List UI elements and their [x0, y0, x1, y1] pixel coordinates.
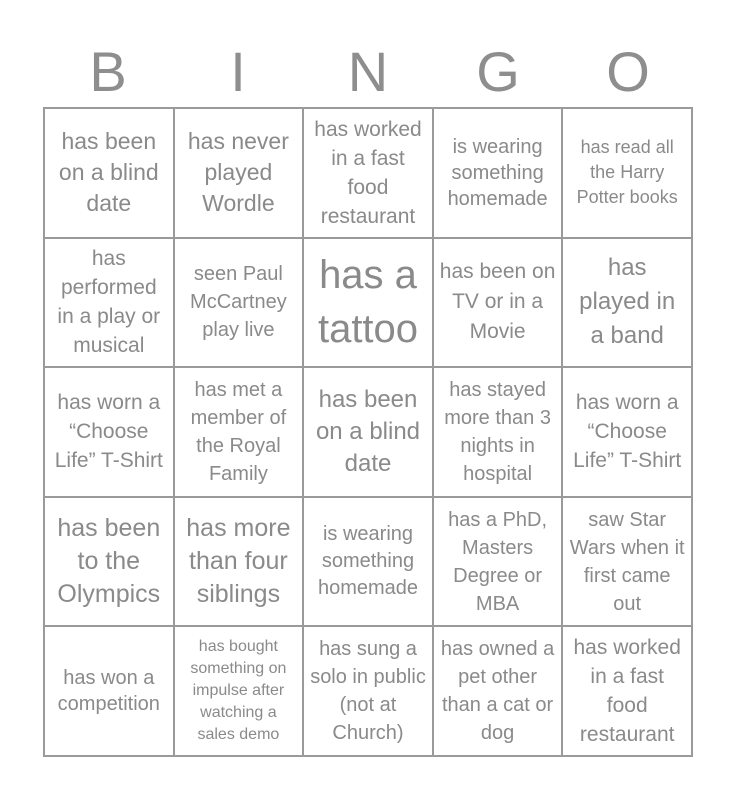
bingo-cell[interactable]	[174, 238, 304, 368]
header-letter-b: B	[89, 40, 127, 103]
cell-text: has more than four siblings	[186, 514, 291, 609]
bingo-cell[interactable]	[433, 367, 563, 497]
cell-text: is wearing something homemade	[447, 135, 548, 210]
cell-text: has worked in a fast food restaurant	[573, 636, 681, 747]
bingo-cell[interactable]	[562, 626, 692, 756]
header-letter-o: O	[606, 40, 650, 103]
bingo-cell[interactable]	[303, 238, 433, 368]
bingo-cell[interactable]	[44, 108, 174, 238]
cell-text: has never played Wordle	[187, 128, 289, 217]
cell-text: has been to the Olympics	[57, 514, 161, 609]
cell-text: saw Star Wars when it first came out	[569, 508, 685, 615]
bingo-cell[interactable]	[174, 108, 304, 238]
bingo-cell[interactable]	[433, 238, 563, 368]
bingo-cell[interactable]	[303, 626, 433, 756]
cell-text: is wearing something homemade	[317, 523, 419, 600]
bingo-cell[interactable]	[433, 497, 563, 627]
cell-text: has sung a solo in public (not at Church)	[310, 638, 426, 745]
bingo-cell[interactable]	[433, 626, 563, 756]
bingo-cell[interactable]	[44, 626, 174, 756]
bingo-cell[interactable]	[562, 238, 692, 368]
cell-text: has stayed more than 3 nights in hospital	[444, 378, 551, 485]
cell-text: has met a member of the Royal Family	[190, 378, 287, 485]
cell-text: has been on a blind date	[58, 128, 159, 217]
bingo-cell[interactable]	[174, 367, 304, 497]
bingo-header	[43, 40, 693, 104]
bingo-cell[interactable]	[44, 367, 174, 497]
bingo-cell[interactable]	[562, 497, 692, 627]
bingo-cell[interactable]	[433, 108, 563, 238]
bingo-cell[interactable]	[303, 367, 433, 497]
cell-text: has played in a band	[579, 254, 676, 350]
bingo-cell[interactable]	[44, 238, 174, 368]
header-letter-g: G	[476, 40, 520, 103]
cell-text: has won a competition	[57, 667, 160, 716]
cell-text: has read all the Harry Potter books	[576, 137, 678, 208]
cell-text: has performed in a play or musical	[57, 247, 161, 358]
cell-text: has bought something on impulse after watching a sales demo	[190, 638, 287, 744]
cell-text: has a PhD, Masters Degree or MBA	[448, 508, 548, 615]
bingo-grid	[43, 107, 693, 757]
cell-text: has a tattoo	[317, 253, 419, 352]
bingo-cell[interactable]	[562, 108, 692, 238]
cell-text: has been on a blind date	[315, 385, 421, 477]
bingo-cell[interactable]	[174, 626, 304, 756]
bingo-cell[interactable]	[174, 497, 304, 627]
cell-text: seen Paul McCartney play live	[190, 263, 287, 342]
cell-text: has worked in a fast food restaurant	[314, 117, 422, 228]
header-letter-i: I	[230, 40, 246, 103]
bingo-cell[interactable]	[44, 497, 174, 627]
cell-text: has worn a “Choose Life” T-Shirt	[54, 391, 163, 473]
bingo-cell[interactable]	[303, 497, 433, 627]
bingo-cell[interactable]	[303, 108, 433, 238]
cell-text: has worn a “Choose Life” T-Shirt	[573, 391, 682, 473]
cell-text: has been on TV or in a Movie	[439, 260, 556, 344]
bingo-cell[interactable]	[562, 367, 692, 497]
cell-text: has owned a pet other than a cat or dog	[440, 638, 555, 745]
header-letter-n: N	[347, 40, 389, 103]
